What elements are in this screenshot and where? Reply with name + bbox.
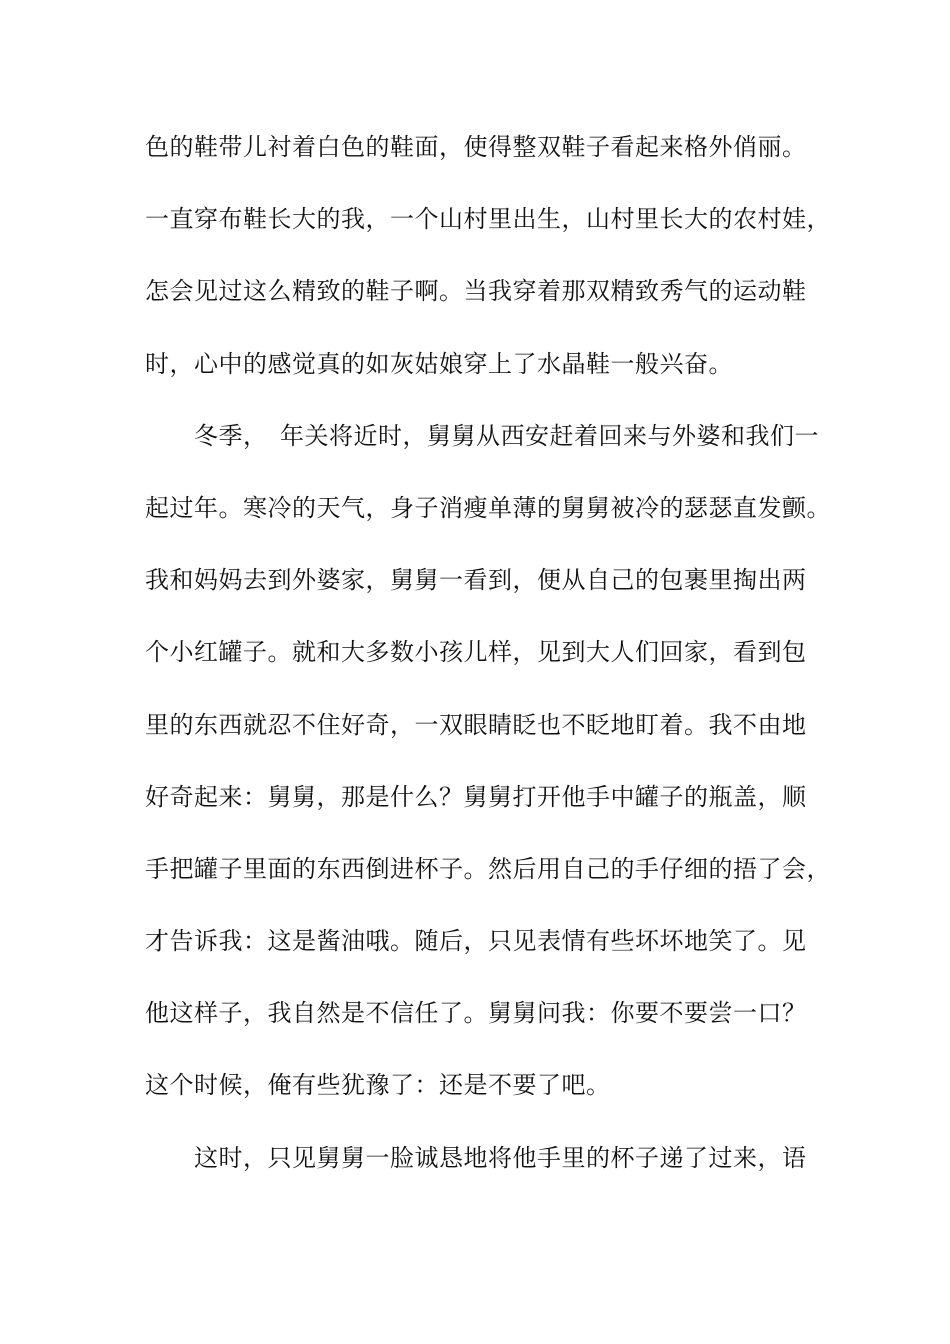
text-line-11: 手把罐子里面的东西倒进杯子。然后用自己的手仔细的捂了会， [145, 854, 831, 883]
text-line-6: 起过年。寒冷的天气，身子消瘦单薄的舅舅被冷的瑟瑟直发颤。 [145, 493, 831, 522]
text-line-1: 色的鞋带儿衬着白色的鞋面，使得整双鞋子看起来格外俏丽。 [145, 133, 807, 161]
text-line-13: 他这样子，我自然是不信任了。舅舅问我：你要不要尝一口？ [145, 999, 807, 1028]
text-line-14: 这个时候，俺有些犹豫了：还是不要了吧。 [145, 1071, 611, 1100]
text-line-7: 我和妈妈去到外婆家，舅舅一看到，便从自己的包裹里掏出两 [145, 566, 807, 595]
text-line-12: 才告诉我：这是酱油哦。随后，只见表情有些坏坏地笑了。见 [145, 927, 807, 956]
text-line-15: 这时，只见舅舅一脸诚恳地将他手里的杯子递了过来，语 [145, 1143, 807, 1172]
text-line-4: 时，心中的感觉真的如灰姑娘穿上了水晶鞋一般兴奋。 [145, 349, 733, 378]
text-line-10: 好奇起来：舅舅，那是什么？舅舅打开他手中罐子的瓶盖，顺 [145, 782, 807, 811]
body-text [145, 128, 845, 1211]
text-line-2: 一直穿布鞋长大的我，一个山村里出生，山村里长大的农村娃， [145, 205, 831, 234]
text-line-9: 里的东西就忍不住好奇，一双眼睛眨也不眨地盯着。我不由地 [145, 710, 807, 739]
text-line-5: 冬季， 年关将近时，舅舅从西安赶着回来与外婆和我们一 [145, 421, 819, 450]
text-line-8: 个小红罐子。就和大多数小孩儿样，见到大人们回家，看到包 [145, 638, 807, 667]
text-line-3: 怎会见过这么精致的鞋子啊。当我穿着那双精致秀气的运动鞋 [145, 277, 807, 306]
